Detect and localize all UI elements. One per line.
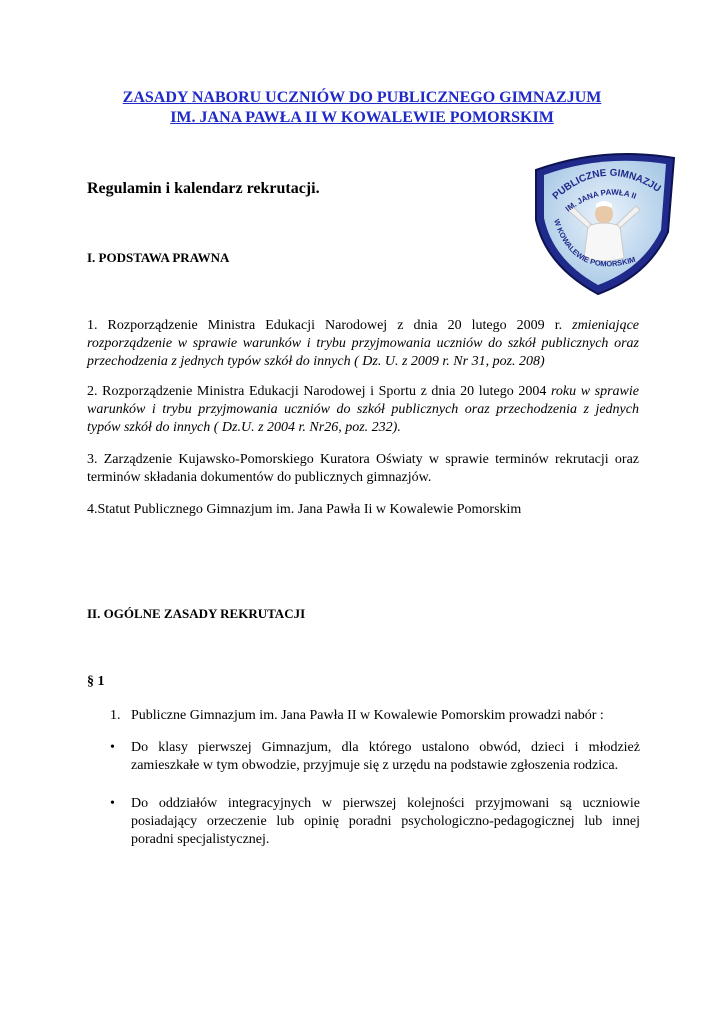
numbered-item-1 [110,707,640,725]
legal-basis-item-1-text: 1. Rozporządzenie Ministra Edukacji Narodowej z dnia 20 lutego 2009 r. [87,318,573,333]
section-1-heading: I. PODSTAWA PRAWNA [87,250,230,265]
regulation-subtitle: Regulamin i kalendarz rekrutacji. [87,180,320,197]
crest-shield-icon [528,148,678,296]
bullet-2-text: Do oddziałów integracyjnych w pierwszej kolejności przyjmowani są uczniowie posiadający orzeczenie lub opinię poradni psychologiczno-pedagogicznej lub innej poradni specjalistycznej. [131,796,640,847]
legal-basis-item-3 [87,451,639,487]
crest-arc-top: PUBLICZNE GIMNAZJU [550,167,663,203]
legal-basis-item-2-italic: roku w sprawie warunków i trybu przyjmowania uczniów do szkół publicznych oraz przechodzenia z jednych typów szkół do innych ( Dz.U. z 2004 r. Nr26, poz. 232). [87,384,639,435]
bullet-icon: • [110,796,115,811]
crest-arc-mid: IM. JANA PAWŁA II [563,187,638,214]
section-2-heading: II. OGÓLNE ZASADY REKRUTACJI [87,606,306,621]
numbered-item-1-text: Publiczne Gimnazjum im. Jana Pawła II w Kowalewie Pomorskim prowadzi nabór : [131,708,604,723]
legal-basis-item-4-text: 4.Statut Publicznego Gimnazjum im. Jana Pawła Ii w Kowalewie Pomorskim [87,502,522,517]
document-title-line-1: ZASADY NABORU UCZNIÓW DO PUBLICZNEGO GIMNAZJUM [122,89,602,106]
paragraph-sign: § 1 [87,674,105,689]
legal-basis-item-3-text: 3. Zarządzenie Kujawsko-Pomorskiego Kuratora Oświaty w sprawie terminów rekrutacji oraz terminów składania dokumentów do publicznych gimnazjów. [87,452,639,485]
legal-basis-item-4 [87,501,639,519]
bullet-1-text: Do klasy pierwszej Gimnazjum, dla którego ustalono obwód, dzieci i młodzież zamieszkałe w tym obwodzie, przyjmuje się z urzędu na podstawie zgłoszenia rodzica. [131,740,640,773]
crest-arc-bottom: W KOWALEWIE POMORSKIM [552,217,637,269]
legal-basis-item-1-italic: zmieniające rozporządzenie w sprawie warunków i trybu przyjmowania uczniów do szkół publicznych oraz przechodzenia z jednych typów szkół do innych ( Dz. U. z 2009 r. Nr 31, poz. 208) [87,318,639,369]
legal-basis-item-2-text: 2. Rozporządzenie Ministra Edukacji Narodowej i Sportu z dnia 20 lutego 2004 [87,384,551,399]
legal-basis-item-1 [87,317,639,371]
bullet-icon: • [110,740,115,755]
school-crest [528,148,678,296]
numbered-item-1-number: 1. [110,708,121,723]
document-title-line-2: IM. JANA PAWŁA II W KOWALEWIE POMORSKIM [170,109,554,126]
legal-basis-item-2 [87,383,639,437]
